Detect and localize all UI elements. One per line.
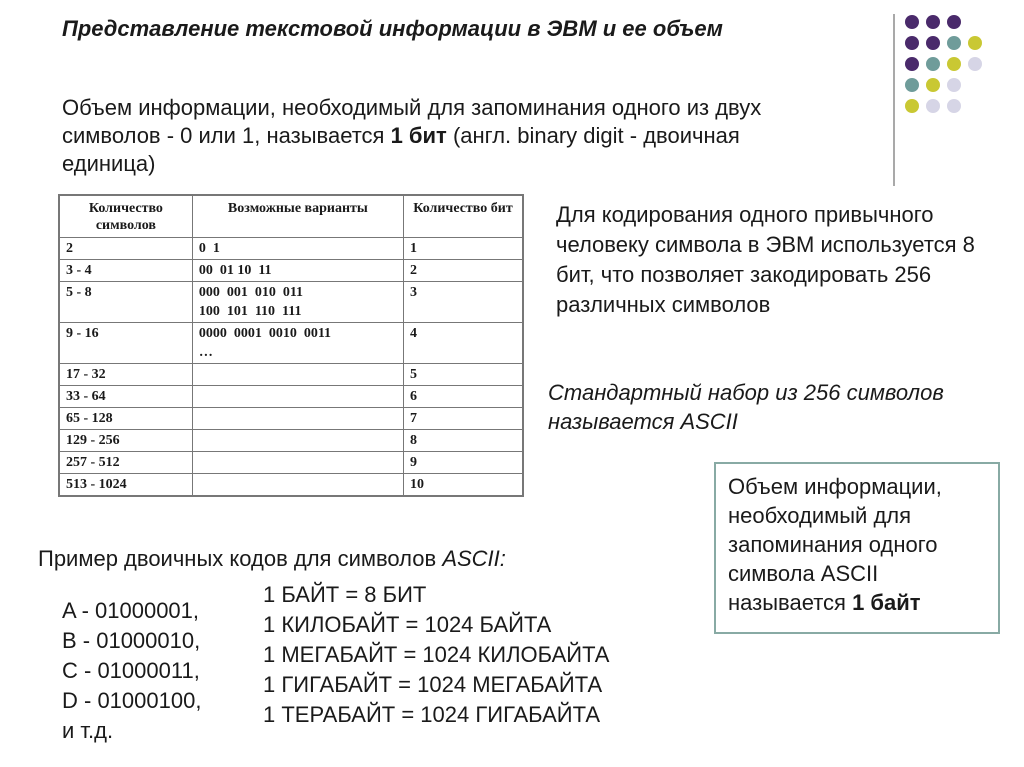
decorative-divider bbox=[893, 14, 895, 186]
code-item: A - 01000001, bbox=[62, 598, 200, 623]
slide-title: Представление текстовой информации в ЭВМ и ее объем bbox=[62, 16, 723, 41]
decorative-dot bbox=[947, 36, 961, 50]
byte-definition-box bbox=[714, 462, 1000, 634]
intro-bit-term: 1 бит bbox=[390, 123, 447, 148]
decorative-dot bbox=[968, 57, 982, 71]
box-byte-term: 1 байт bbox=[852, 590, 921, 615]
decorative-dot bbox=[905, 99, 919, 113]
decorative-dot bbox=[926, 78, 940, 92]
decorative-dot bbox=[947, 57, 961, 71]
table-row bbox=[59, 408, 523, 430]
unit-item: 1 БАЙТ = 8 БИТ bbox=[263, 582, 427, 607]
decorative-dot bbox=[947, 78, 961, 92]
cell-variants: 0000 0001 0010 0011 … bbox=[192, 323, 403, 364]
bits-table bbox=[58, 194, 524, 497]
cell-bits-count: 10 bbox=[403, 474, 523, 497]
cell-symbols-count: 2 bbox=[59, 238, 192, 260]
decorative-dot bbox=[905, 78, 919, 92]
table-row bbox=[59, 474, 523, 497]
table-row bbox=[59, 430, 523, 452]
example-prefix: Пример двоичных кодов для символов bbox=[38, 546, 443, 571]
decorative-dot bbox=[926, 15, 940, 29]
unit-item: 1 МЕГАБАЙТ = 1024 КИЛОБАЙТА bbox=[263, 642, 610, 667]
cell-bits-count: 9 bbox=[403, 452, 523, 474]
table-row bbox=[59, 282, 523, 323]
unit-item: 1 КИЛОБАЙТ = 1024 БАЙТА bbox=[263, 612, 552, 637]
encoding-note: Для кодирования одного привычного человеку символа в ЭВМ используется 8 бит, что позволяет закодировать 256 различных символов bbox=[556, 202, 975, 317]
cell-symbols-count: 5 - 8 bbox=[59, 282, 192, 323]
cell-bits-count: 8 bbox=[403, 430, 523, 452]
cell-bits-count: 5 bbox=[403, 364, 523, 386]
cell-variants bbox=[192, 474, 403, 497]
cell-variants bbox=[192, 452, 403, 474]
example-ascii: ASCII: bbox=[442, 546, 506, 571]
code-item: D - 01000100, bbox=[62, 688, 202, 713]
header-bits-count: Количество бит bbox=[403, 195, 523, 238]
table-header-row bbox=[59, 195, 523, 238]
ascii-codes-list bbox=[62, 596, 201, 746]
cell-variants bbox=[192, 408, 403, 430]
decorative-dot bbox=[926, 99, 940, 113]
decorative-dot bbox=[905, 36, 919, 50]
cell-symbols-count: 65 - 128 bbox=[59, 408, 192, 430]
header-variants: Возможные варианты bbox=[192, 195, 403, 238]
cell-bits-count: 7 bbox=[403, 408, 523, 430]
ascii-note: Стандартный набор из 256 символов называется ASCII bbox=[548, 380, 944, 434]
decorative-dot bbox=[947, 15, 961, 29]
table-row bbox=[59, 238, 523, 260]
unit-item: 1 ТЕРАБАЙТ = 1024 ГИГАБАЙТА bbox=[263, 702, 601, 727]
cell-symbols-count: 33 - 64 bbox=[59, 386, 192, 408]
cell-symbols-count: 9 - 16 bbox=[59, 323, 192, 364]
cell-variants: 00 01 10 11 bbox=[192, 260, 403, 282]
decorative-dot bbox=[947, 99, 961, 113]
decorative-dot bbox=[926, 57, 940, 71]
units-list bbox=[263, 580, 609, 730]
cell-bits-count: 6 bbox=[403, 386, 523, 408]
table-row bbox=[59, 386, 523, 408]
cell-symbols-count: 257 - 512 bbox=[59, 452, 192, 474]
code-item: C - 01000011, bbox=[62, 658, 200, 683]
cell-symbols-count: 513 - 1024 bbox=[59, 474, 192, 497]
unit-item: 1 ГИГАБАЙТ = 1024 МЕГАБАЙТА bbox=[263, 672, 603, 697]
table-row bbox=[59, 260, 523, 282]
decorative-dot bbox=[926, 36, 940, 50]
table-row bbox=[59, 364, 523, 386]
intro-text-start: Объем информации, необходимый для запоминания одного из двух символов - 0 или 1, называется bbox=[62, 95, 762, 148]
cell-variants: 0 1 bbox=[192, 238, 403, 260]
intro-text-end: (англ. binary digit - двоичная единица) bbox=[62, 123, 740, 176]
code-item: и т.д. bbox=[62, 718, 114, 743]
header-symbols-count: Количество символов bbox=[59, 195, 192, 238]
intro-paragraph bbox=[62, 94, 822, 178]
cell-variants: 000 001 010 011 100 101 110 111 bbox=[192, 282, 403, 323]
decorative-dot bbox=[905, 15, 919, 29]
cell-symbols-count: 129 - 256 bbox=[59, 430, 192, 452]
cell-variants bbox=[192, 430, 403, 452]
table-row bbox=[59, 323, 523, 364]
table-body bbox=[59, 238, 523, 497]
table-row bbox=[59, 452, 523, 474]
decorative-dot bbox=[968, 36, 982, 50]
cell-bits-count: 2 bbox=[403, 260, 523, 282]
cell-variants bbox=[192, 364, 403, 386]
box-text: Объем информации, необходимый для запоминания одного символа ASCII называется bbox=[728, 474, 942, 615]
cell-variants bbox=[192, 386, 403, 408]
cell-bits-count: 3 bbox=[403, 282, 523, 323]
example-heading bbox=[38, 546, 506, 572]
cell-bits-count: 4 bbox=[403, 323, 523, 364]
cell-symbols-count: 3 - 4 bbox=[59, 260, 192, 282]
decorative-dot bbox=[905, 57, 919, 71]
cell-bits-count: 1 bbox=[403, 238, 523, 260]
code-item: B - 01000010, bbox=[62, 628, 201, 653]
cell-symbols-count: 17 - 32 bbox=[59, 364, 192, 386]
